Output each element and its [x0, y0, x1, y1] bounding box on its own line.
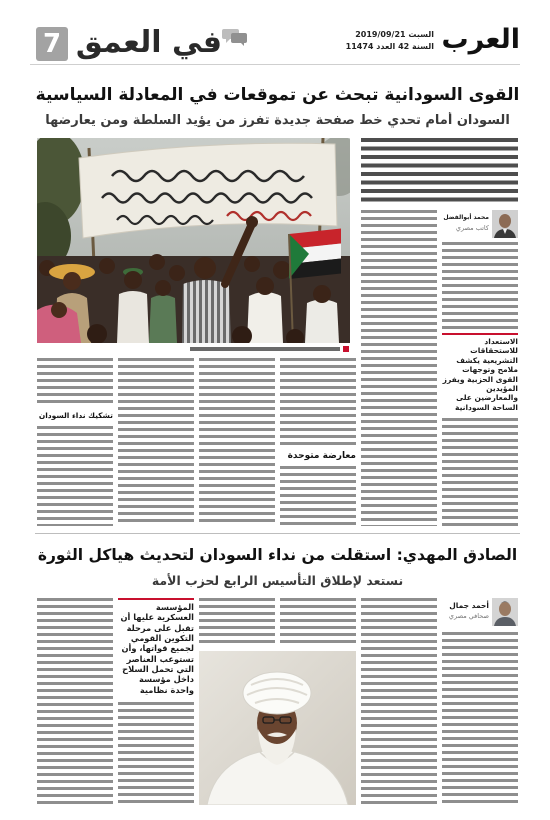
caption-marker [343, 346, 349, 352]
body-text-column [37, 358, 113, 406]
body-text-column [37, 426, 113, 526]
body-text-column [280, 358, 356, 445]
article2-author-name: أحمد جمال [449, 601, 489, 610]
body-text-column [442, 632, 518, 805]
body-text-column [280, 598, 356, 644]
section-title: في العمق [76, 25, 222, 60]
article2-subheadline: نستعد لإطلاق التأسيس الرابع لحزب الأمة [151, 573, 404, 588]
page-number: 7 [36, 27, 68, 61]
article1-lead-paragraph [361, 138, 518, 204]
article1-subhead: معارضة متوحدة [287, 451, 356, 461]
article1-headline: القوى السودانية تبحث عن تموقعات في المعادلة السياسية [35, 85, 520, 105]
article2-pull-quote: المؤسسة العسكرية عليها أن تقبل على مرحلة التكوين القومي لجميع قواتها، وأن تستوعب العناصر التي تحمل السلاح داخل مؤسسة واحدة نظامية [118, 598, 194, 696]
author-photo [492, 598, 518, 630]
body-text-column [361, 210, 437, 526]
article1-subhead: تشكيك نداء السودان [38, 411, 113, 420]
body-text-column [280, 466, 356, 526]
author-photo [492, 210, 518, 242]
article1-author-role: كاتب مصري [455, 224, 489, 232]
body-text-column [361, 598, 437, 805]
protest-photo [37, 138, 350, 343]
portrait-photo [199, 651, 356, 805]
article1-subheadline: السودان أمام تحدي خط صفحة جديدة تفرز من يؤيد السلطة ومن يعارضها [45, 113, 510, 128]
article1-pull-quote: الاستعداد للاستحقاقات التشريعية يكشف ملامح وتوجهات القوى الحزبية ويفرز المؤيدين والمعارضين على الساحة السودانية [442, 333, 518, 413]
speech-bubbles-icon [222, 27, 248, 47]
header-rule [30, 64, 520, 65]
masthead-logo: العرب [441, 24, 520, 55]
article-separator [35, 533, 520, 534]
body-text-column [442, 242, 518, 329]
photo-caption [190, 347, 340, 351]
body-text-column [442, 418, 518, 526]
issue-info [340, 29, 434, 57]
article2-headline: الصادق المهدي: استقلت من نداء السودان لتحديث هياكل الثورة [37, 546, 518, 564]
article1-author-name: محمد أبوالفضل [443, 214, 489, 221]
issue-date: السبت 2019/09/21 [355, 30, 434, 39]
issue-number: السنة 42 العدد 11474 [345, 42, 434, 51]
body-text-column [199, 598, 275, 644]
article2-author-role: صحافي مصري [448, 612, 489, 620]
body-text-column [199, 358, 275, 526]
body-text-column [37, 598, 113, 805]
body-text-column [118, 358, 194, 526]
body-text-column [118, 702, 194, 805]
